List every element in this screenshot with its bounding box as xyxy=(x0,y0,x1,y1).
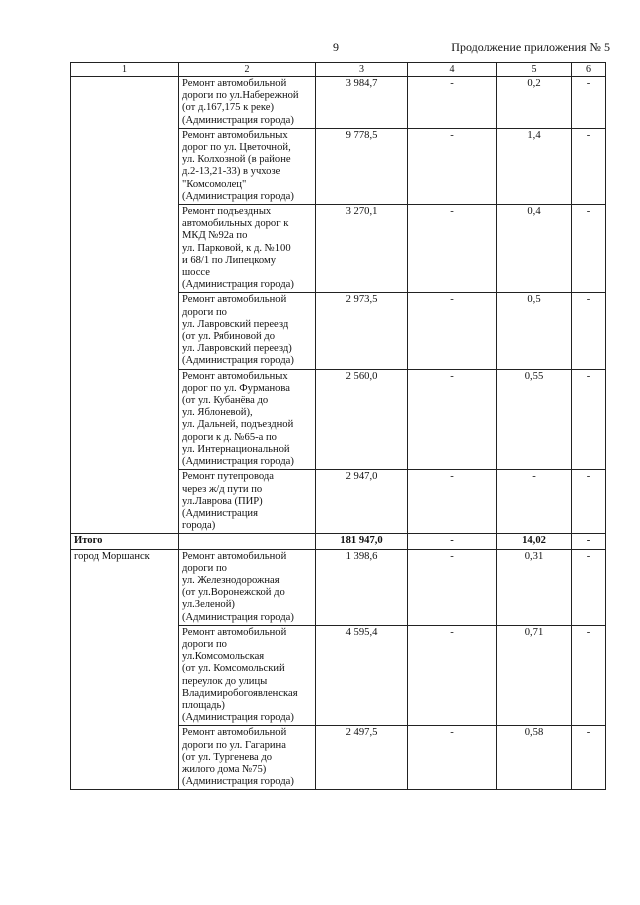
work-name: Ремонт автомобильных дорог по ул. Фурманова (от ул. Кубанёва до ул. Яблоневой), ул. Дальней, подъездной дороги к д. №65-а по ул. Интернациональной (Администрация города) xyxy=(179,369,316,470)
work-name: Ремонт автомобильных дорог по ул. Цветочной, ул. Колхозной (в районе д.2-13,21-33) в учхозе "Комсомолец" (Администрация города) xyxy=(179,128,316,204)
col6-cell: - xyxy=(572,726,606,790)
work-name: Ремонт автомобильной дороги по ул. Лавровский переезд (от ул. Рябиновой до ул. Лавровский переезд) (Администрация города) xyxy=(179,293,316,369)
col4-cell: - xyxy=(408,470,497,534)
work-name: Ремонт подъездных автомобильных дорог к МКД №92а по ул. Парковой, к д. №100 и 68/1 по Липецкому шоссе (Администрация города) xyxy=(179,205,316,293)
table-row xyxy=(71,549,606,625)
amount-cell: 9 778,5 xyxy=(316,128,408,204)
col-header-5: 5 xyxy=(497,63,572,77)
continuation-title: Продолжение приложения № 5 xyxy=(451,40,610,54)
amount-cell: 4 595,4 xyxy=(316,625,408,726)
col6-cell: - xyxy=(572,369,606,470)
col4-cell: - xyxy=(408,625,497,726)
col4-cell: - xyxy=(408,128,497,204)
work-name: Ремонт автомобильной дороги по ул.Комсомольская (от ул. Комсомольский переулок до улицы Владимиробогоявленская площадь) (Администрация города) xyxy=(179,625,316,726)
page-number: 9 xyxy=(333,40,339,54)
table-row xyxy=(71,77,606,129)
work-name: Ремонт путепровода через ж/д пути по ул.Лаврова (ПИР) (Администрация города) xyxy=(179,470,316,534)
total-col4: - xyxy=(408,534,497,549)
work-name: Ремонт автомобильной дороги по ул. Железнодорожная (от ул.Воронежской до ул.Зеленой) (Администрация города) xyxy=(179,549,316,625)
amount-cell: 3 984,7 xyxy=(316,77,408,129)
length-cell: 0,31 xyxy=(497,549,572,625)
col6-cell: - xyxy=(572,205,606,293)
col6-cell: - xyxy=(572,470,606,534)
total-label: Итого xyxy=(71,534,179,549)
total-row xyxy=(71,534,606,549)
col-header-4: 4 xyxy=(408,63,497,77)
col4-cell: - xyxy=(408,205,497,293)
total-col6: - xyxy=(572,534,606,549)
amount-cell: 2 947,0 xyxy=(316,470,408,534)
length-cell: 0,4 xyxy=(497,205,572,293)
amount-cell: 1 398,6 xyxy=(316,549,408,625)
works-table xyxy=(70,62,606,790)
amount-cell: 2 560,0 xyxy=(316,369,408,470)
col6-cell: - xyxy=(572,128,606,204)
length-cell: 0,58 xyxy=(497,726,572,790)
amount-cell: 3 270,1 xyxy=(316,205,408,293)
length-cell: 0,2 xyxy=(497,77,572,129)
col-header-3: 3 xyxy=(316,63,408,77)
col6-cell: - xyxy=(572,77,606,129)
col4-cell: - xyxy=(408,369,497,470)
col6-cell: - xyxy=(572,549,606,625)
col6-cell: - xyxy=(572,625,606,726)
page-header xyxy=(0,40,640,56)
col4-cell: - xyxy=(408,77,497,129)
length-cell: 1,4 xyxy=(497,128,572,204)
col4-cell: - xyxy=(408,549,497,625)
col4-cell: - xyxy=(408,726,497,790)
col6-cell: - xyxy=(572,293,606,369)
work-name: Ремонт автомобильной дороги по ул.Набережной (от д.167,175 к реке) (Администрация города) xyxy=(179,77,316,129)
col4-cell: - xyxy=(408,293,497,369)
length-cell: - xyxy=(497,470,572,534)
col-header-6: 6 xyxy=(572,63,606,77)
length-cell: 0,71 xyxy=(497,625,572,726)
municipality-name: город Моршанск xyxy=(71,549,179,790)
total-amount: 181 947,0 xyxy=(316,534,408,549)
column-number-row xyxy=(71,63,606,77)
amount-cell: 2 497,5 xyxy=(316,726,408,790)
amount-cell: 2 973,5 xyxy=(316,293,408,369)
col-header-1: 1 xyxy=(71,63,179,77)
work-name: Ремонт автомобильной дороги по ул. Гагарина (от ул. Тургенева до жилого дома №75) (Администрация города) xyxy=(179,726,316,790)
empty-municipality-cell xyxy=(71,77,179,534)
total-empty-cell xyxy=(179,534,316,549)
length-cell: 0,55 xyxy=(497,369,572,470)
col-header-2: 2 xyxy=(179,63,316,77)
total-length: 14,02 xyxy=(497,534,572,549)
length-cell: 0,5 xyxy=(497,293,572,369)
